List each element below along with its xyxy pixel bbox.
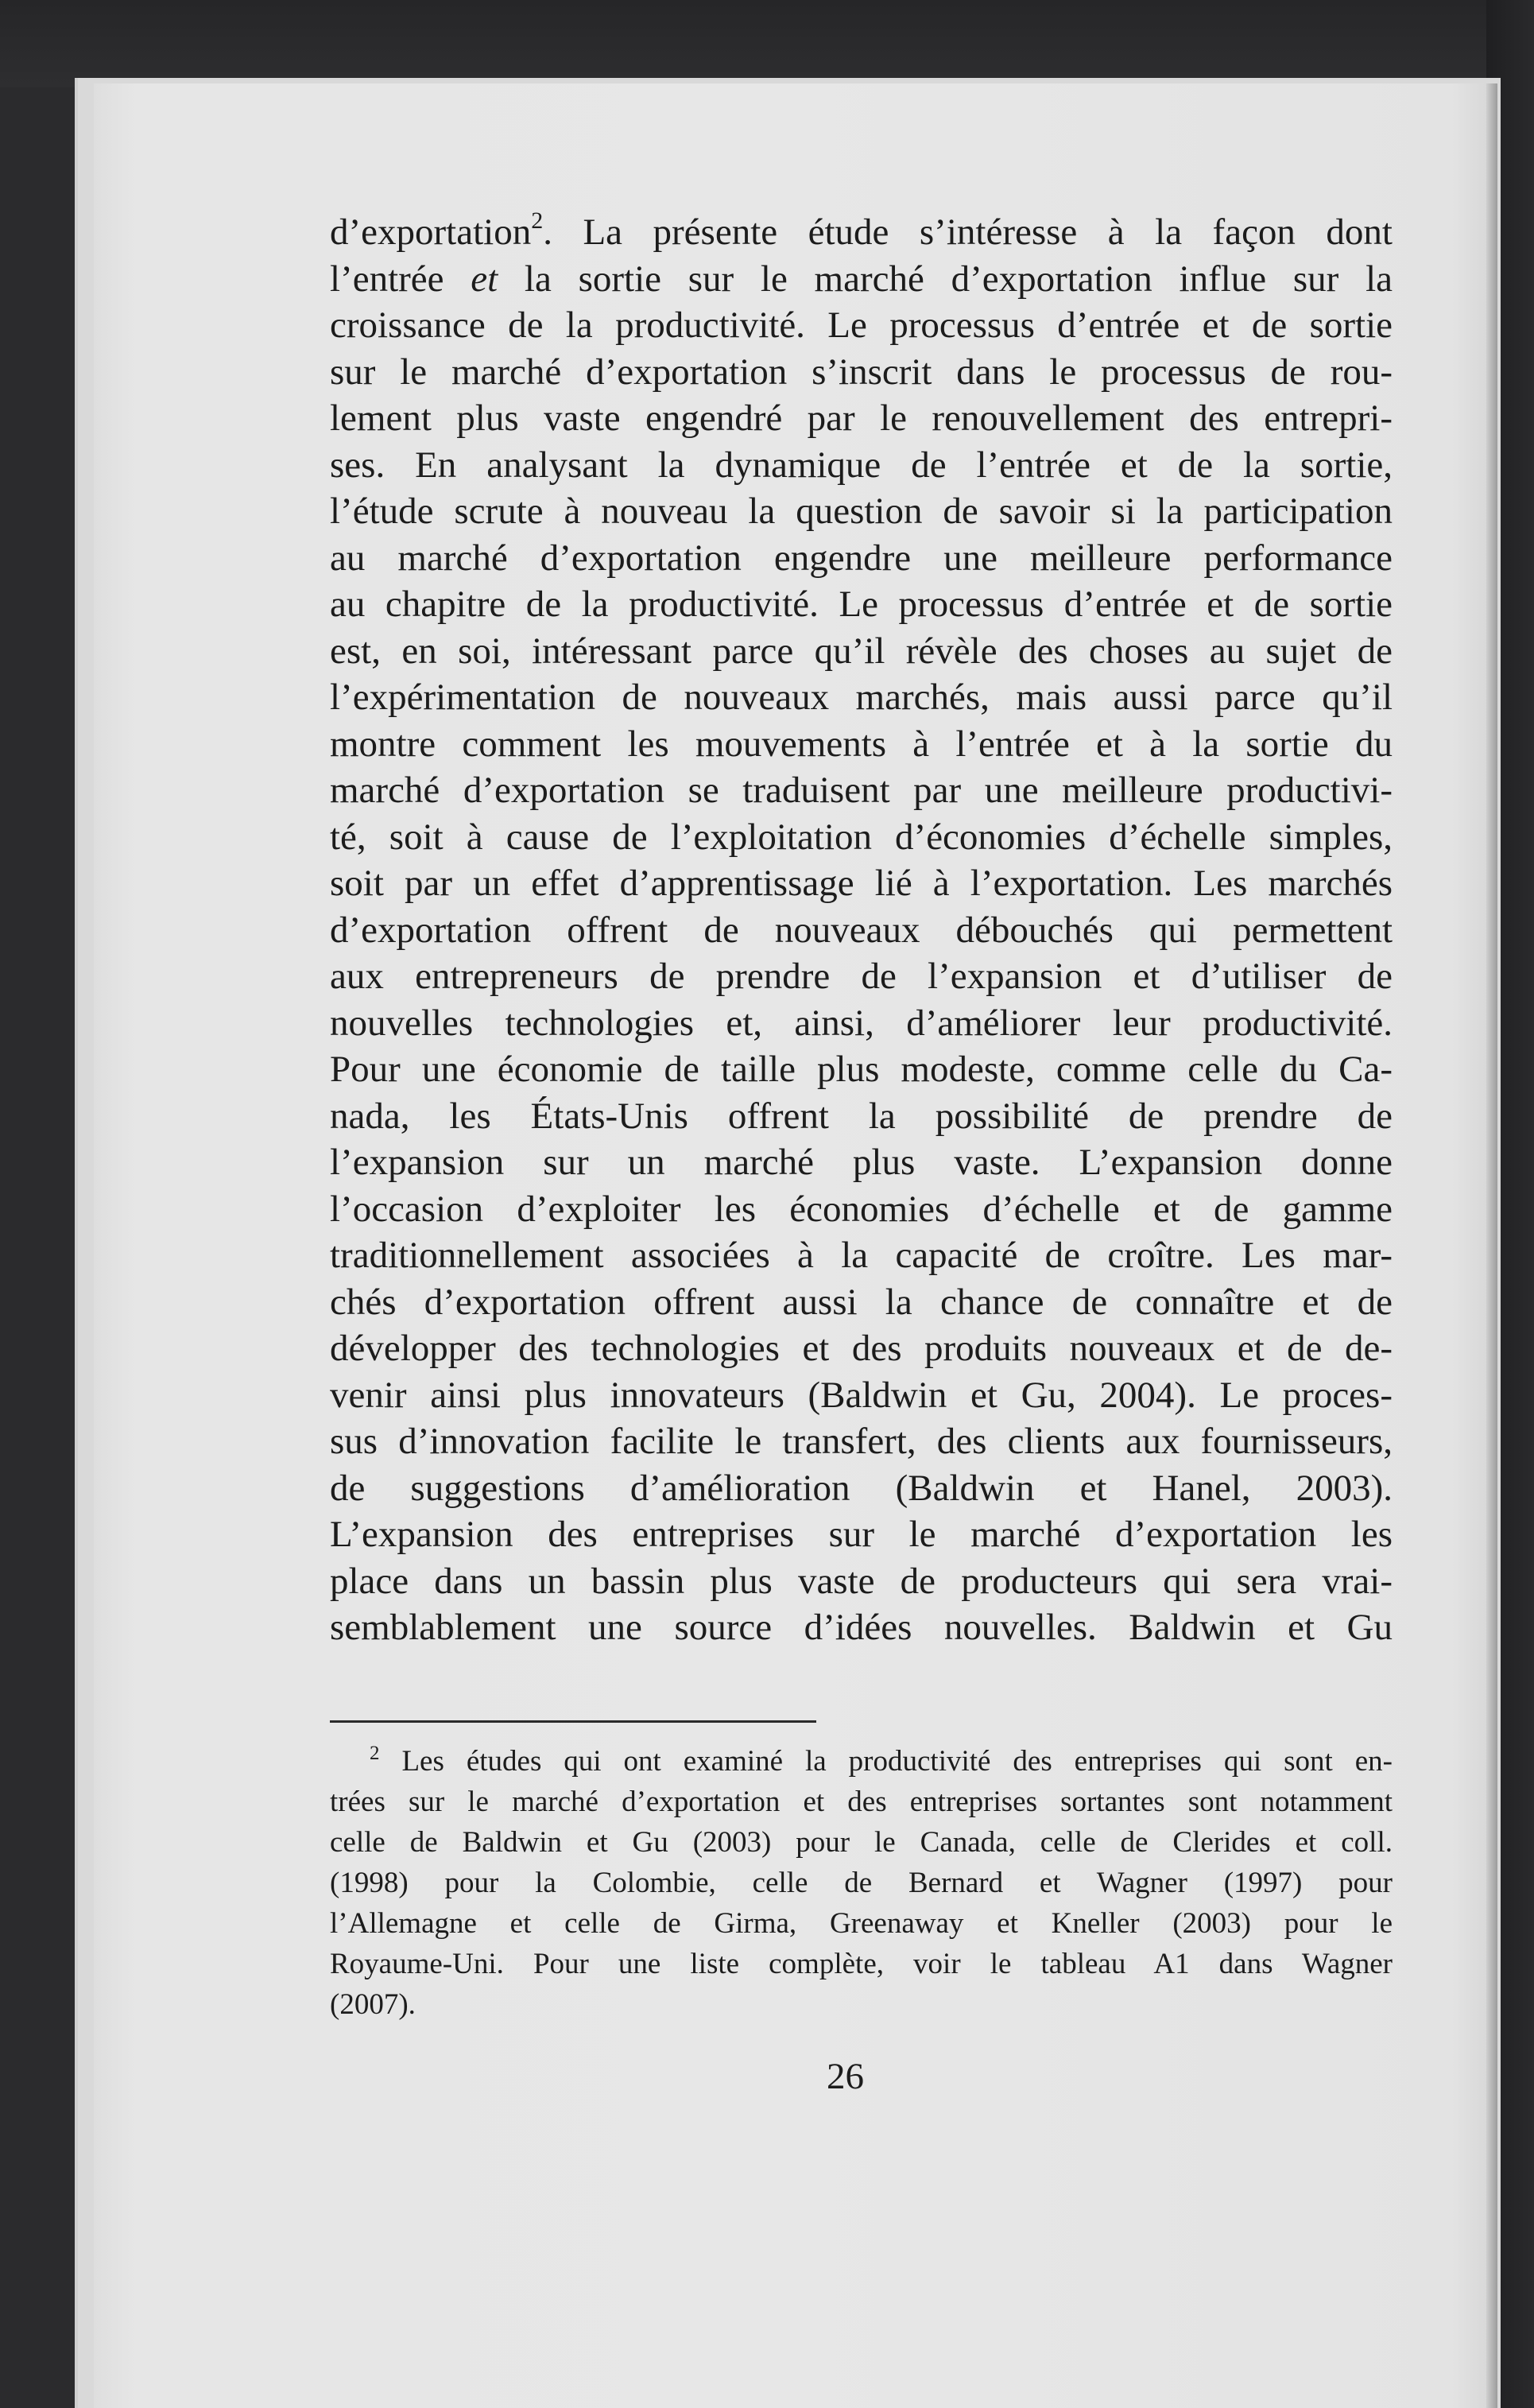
footnote-line: celle de Baldwin et Gu (2003) pour le Canada, celle de Clerides et coll. xyxy=(330,1826,1393,1859)
body-line: chés d’exportation offrent aussi la chance de connaître et de xyxy=(330,1281,1393,1323)
body-line: marché d’exportation se traduisent par une meilleure productivi- xyxy=(330,770,1393,811)
body-line: Pour une économie de taille plus modeste, comme celle du Ca- xyxy=(330,1049,1393,1090)
footnote-divider xyxy=(330,1720,816,1723)
body-line: ses. En analysant la dynamique de l’entrée et de la sortie, xyxy=(330,444,1393,486)
body-line: l’expansion sur un marché plus vaste. L’expansion donne xyxy=(330,1142,1393,1183)
body-line: nada, les États-Unis offrent la possibilité de prendre de xyxy=(330,1095,1393,1137)
footnote-line: l’Allemagne et celle de Girma, Greenaway et Kneller (2003) pour le xyxy=(330,1907,1393,1940)
body-line: au marché d’exportation engendre une meilleure performance xyxy=(330,537,1393,579)
body-line: au chapitre de la productivité. Le processus d’entrée et de sortie xyxy=(330,584,1393,625)
scan-backdrop-top xyxy=(0,0,1534,87)
footnote-line: (1998) pour la Colombie, celle de Bernard et Wagner (1997) pour xyxy=(330,1867,1393,1899)
body-line: l’étude scrute à nouveau la question de savoir si la participation xyxy=(330,491,1393,532)
body-line: croissance de la productivité. Le processus d’entrée et de sortie xyxy=(330,304,1393,346)
body-line: montre comment les mouvements à l’entrée et à la sortie du xyxy=(330,723,1393,765)
body-line: soit par un effet d’apprentissage lié à l’exportation. Les marchés xyxy=(330,863,1393,904)
emphasis-text: et xyxy=(471,258,498,300)
body-line: d’exportation offrent de nouveaux débouchés qui permettent xyxy=(330,909,1393,951)
page-gutter-shadow xyxy=(1486,83,1497,2408)
body-line: l’occasion d’exploiter les économies d’échelle et de gamme xyxy=(330,1188,1393,1230)
page-number: 26 xyxy=(827,2056,864,2097)
footnote-line: Royaume-Uni. Pour une liste complète, voir le tableau A1 dans Wagner xyxy=(330,1948,1393,1980)
body-line: est, en soi, intéressant parce qu’il révèle des choses au sujet de xyxy=(330,630,1393,672)
footnote-marker: 2 xyxy=(370,1743,380,1764)
body-line: l’expérimentation de nouveaux marchés, mais aussi parce qu’il xyxy=(330,677,1393,718)
body-line: sur le marché d’exportation s’inscrit dans le processus de rou- xyxy=(330,351,1393,393)
body-line: semblablement une source d’idées nouvelles. Baldwin et Gu xyxy=(330,1607,1393,1648)
body-line: aux entrepreneurs de prendre de l’expansion et d’utiliser de xyxy=(330,956,1393,997)
body-line: l’entrée et la sortie sur le marché d’exportation influe sur la xyxy=(330,258,1393,300)
body-line: venir ainsi plus innovateurs (Baldwin et Gu, 2004). Le proces- xyxy=(330,1374,1393,1416)
footnote-line: (2007). xyxy=(330,1988,416,2021)
body-line: lement plus vaste engendré par le renouvellement des entrepri- xyxy=(330,397,1393,439)
body-line: d’exportation$^2$. La présente étude s’intéresse à la façon dont xyxy=(330,207,1393,253)
footnote-line: trées sur le marché d’exportation et des entreprises sortantes sont notamment xyxy=(330,1786,1393,1818)
body-line: té, soit à cause de l’exploitation d’économies d’échelle simples, xyxy=(330,816,1393,858)
body-line: développer des technologies et des produits nouveaux et de de- xyxy=(330,1328,1393,1369)
body-line: L’expansion des entreprises sur le marché d’exportation les xyxy=(330,1514,1393,1555)
footnote-line: $^2$ Les études qui ont examiné la productivité des entreprises qui sont en- xyxy=(370,1743,1393,1778)
body-line: place dans un bassin plus vaste de producteurs qui sera vrai- xyxy=(330,1560,1393,1602)
footnote xyxy=(330,1741,1393,2025)
body-line: de suggestions d’amélioration (Baldwin et Hanel, 2003). xyxy=(330,1467,1393,1509)
body-line: sus d’innovation facilite le transfert, des clients aux fournisseurs, xyxy=(330,1421,1393,1462)
body-line: nouvelles technologies et, ainsi, d’améliorer leur productivité. xyxy=(330,1002,1393,1044)
body-line: traditionnellement associées à la capacité de croître. Les mar- xyxy=(330,1235,1393,1276)
body-paragraph xyxy=(330,209,1393,1651)
footnote-reference[interactable]: 2 xyxy=(531,207,544,234)
